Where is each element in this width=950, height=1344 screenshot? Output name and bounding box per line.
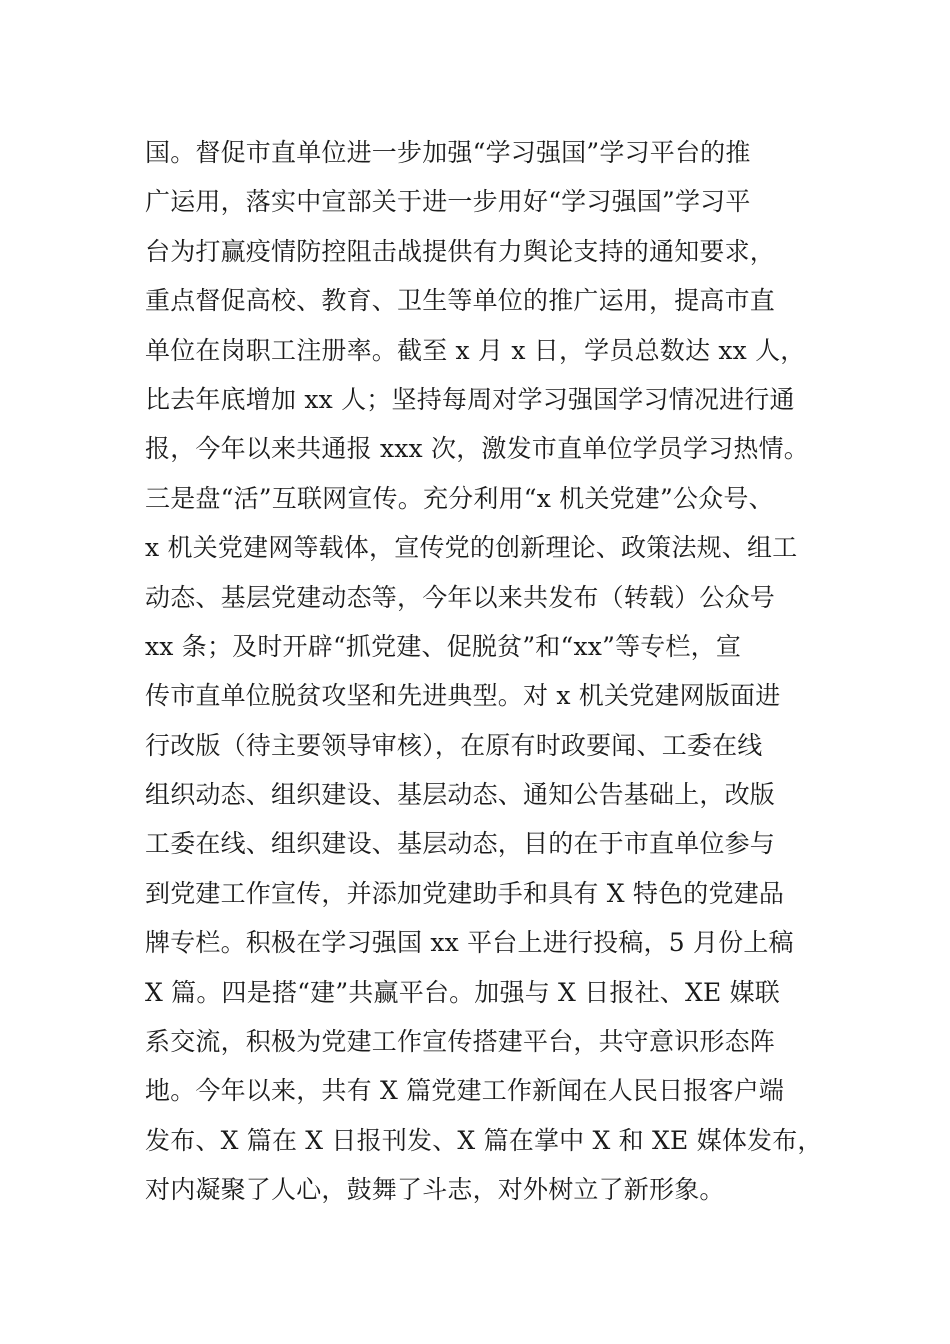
text-line: 到党建工作宣传，并添加党建助手和具有 X 特色的党建品 [145,878,785,908]
text-line: 牌专栏。积极在学习强国 xx 平台上进行投稿，5 月份上稿 [145,928,794,958]
text-line: x 机关党建网等载体，宣传党的创新理论、政策法规、组工 [145,533,798,563]
text-line: xx 条；及时开辟“抓党建、促脱贫”和“xx”等专栏，宣 [145,631,742,661]
text-line: 对内凝聚了人心，鼓舞了斗志，对外树立了新形象。 [145,1175,725,1205]
text-line: 报，今年以来共通报 xxx 次，激发市直单位学员学习热情。 [145,434,809,464]
text-line: 比去年底增加 xx 人；坚持每周对学习强国学习情况进行通 [145,384,795,414]
text-line: 组织动态、组织建设、基层动态、通知公告基础上，改版 [145,780,776,810]
text-line: 动态、基层党建动态等，今年以来共发布（转载）公众号 [145,582,776,612]
text-line: 三是盘“活”互联网宣传。充分利用“x 机关党建”公众号、 [145,483,774,513]
text-line: 行改版（待主要领导审核），在原有时政要闻、工委在线 [145,730,763,760]
text-line: 地。今年以来，共有 X 篇党建工作新闻在人民日报客户端 [145,1076,785,1106]
text-line: 国。督促市直单位进一步加强“学习强国”学习平台的推 [145,138,751,167]
text-line: 传市直单位脱贫攻坚和先进典型。对 x 机关党建网版面进 [145,681,781,711]
text-line: 系交流，积极为党建工作宣传搭建平台，共守意识形态阵 [145,1027,776,1057]
text-line: 工委在线、组织建设、基层动态，目的在于市直单位参与 [145,829,776,859]
text-line: 重点督促高校、教育、卫生等单位的推广运用，提高市直 [145,286,776,316]
text-line: 台为打赢疫情防控阻击战提供有力舆论支持的通知要求， [145,236,776,266]
text-line: 广运用，落实中宣部关于进一步用好“学习强国”学习平 [145,187,751,217]
text-line: X 篇。四是搭“建”共赢平台。加强与 X 日报社、XE 媒联 [145,977,780,1007]
text-line: 单位在岗职工注册率。截至 x 月 x 日，学员总数达 xx 人， [145,335,806,365]
body-paragraph [145,128,845,1215]
text-line: 发布、X 篇在 X 日报刊发、X 篇在掌中 X 和 XE 媒体发布， [145,1125,823,1155]
